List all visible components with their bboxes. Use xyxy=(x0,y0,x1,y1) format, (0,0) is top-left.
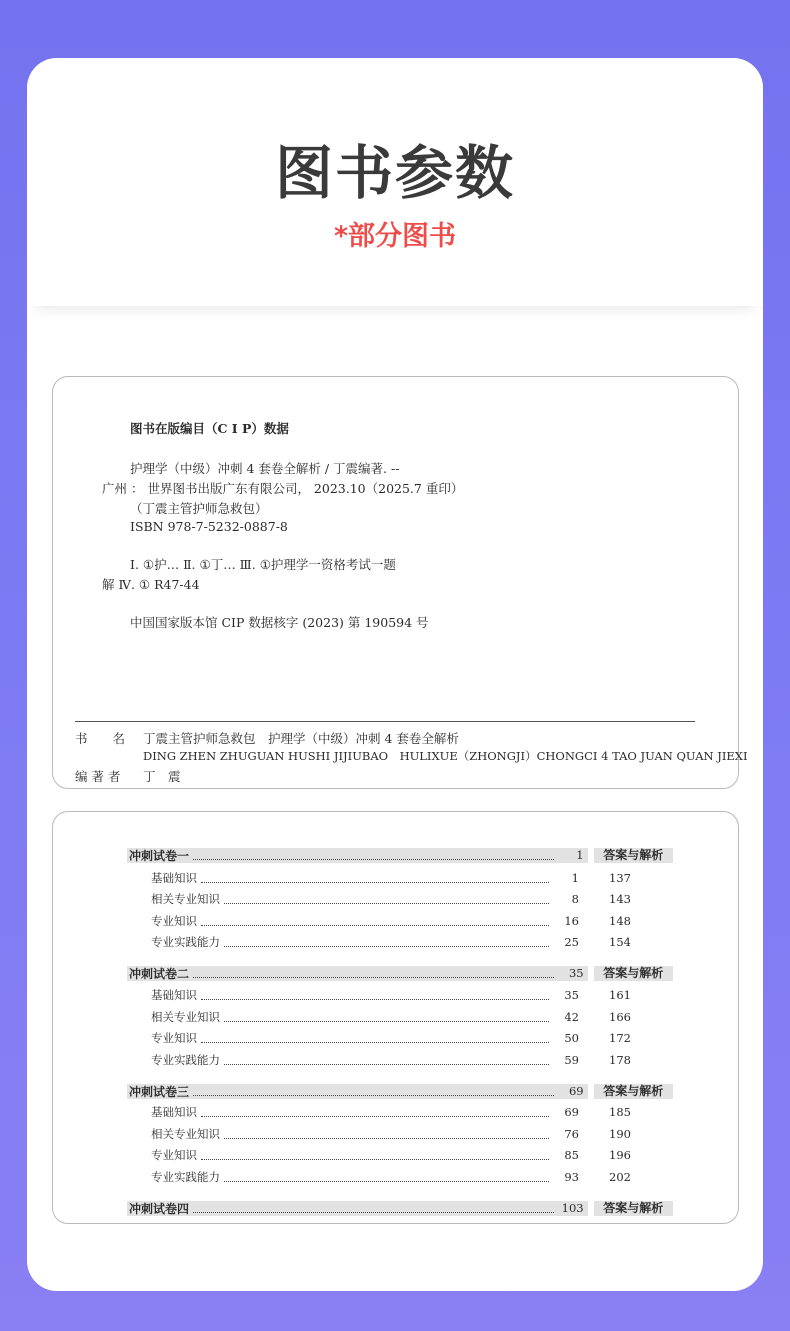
row-page: 8 xyxy=(571,892,579,906)
toc-row xyxy=(151,914,671,928)
page-subtitle: *部分图书 xyxy=(333,221,457,252)
cip-line: 广州 ： 世界图书出版广东有限公司， 2023.10（2025.7 重印） xyxy=(102,481,464,496)
row-answer-page: 143 xyxy=(609,892,631,906)
answer-label: 答案与解析 xyxy=(594,1201,673,1216)
row-label: 专业知识 xyxy=(151,914,197,928)
toc-section xyxy=(127,1083,673,1099)
row-label: 基础知识 xyxy=(151,1105,197,1119)
cip-line: 解 Ⅳ. ① R47-44 xyxy=(102,577,200,592)
cip-line: Ⅰ. ①护… Ⅱ. ①丁… Ⅲ. ①护理学一资格考试一题 xyxy=(130,557,396,572)
row-answer-page: 178 xyxy=(609,1053,631,1067)
section-page: 35 xyxy=(568,966,584,980)
row-answer-page: 161 xyxy=(609,988,631,1002)
table-of-contents-panel xyxy=(52,811,739,1224)
row-label: 专业知识 xyxy=(151,1148,197,1162)
cip-data-panel xyxy=(52,376,748,789)
row-page: 85 xyxy=(564,1148,579,1162)
toc-row xyxy=(151,935,671,949)
toc-row xyxy=(151,1010,671,1024)
row-label: 相关专业知识 xyxy=(151,1010,220,1024)
row-label: 专业知识 xyxy=(151,1031,197,1045)
toc-row xyxy=(151,988,671,1002)
cip-line: （丁震主管护师急救包） xyxy=(130,501,268,516)
row-answer-page: 172 xyxy=(609,1031,631,1045)
toc-row xyxy=(151,1031,671,1045)
answer-label: 答案与解析 xyxy=(594,966,673,981)
header-section xyxy=(27,58,763,306)
toc-row xyxy=(151,892,671,906)
row-page: 25 xyxy=(564,935,579,949)
section-page: 1 xyxy=(576,848,584,862)
cip-record-line: 中国国家版本馆 CIP 数据核字 (2023) 第 190594 号 xyxy=(130,615,429,630)
section-page: 103 xyxy=(561,1201,584,1215)
row-answer-page: 190 xyxy=(609,1127,631,1141)
author-name: 丁 震 xyxy=(143,769,181,784)
section-title: 冲刺试卷三 xyxy=(129,1084,190,1099)
row-label: 专业实践能力 xyxy=(151,1053,220,1067)
row-answer-page: 185 xyxy=(609,1105,631,1119)
toc-row xyxy=(151,1105,671,1119)
row-page: 59 xyxy=(564,1053,579,1067)
row-answer-page: 166 xyxy=(609,1010,631,1024)
book-name-label: 书 名 xyxy=(75,731,126,746)
row-label: 基础知识 xyxy=(151,988,197,1002)
answer-label: 答案与解析 xyxy=(594,1084,673,1099)
row-label: 专业实践能力 xyxy=(151,935,220,949)
row-label: 相关专业知识 xyxy=(151,892,220,906)
answer-label: 答案与解析 xyxy=(594,848,673,863)
section-title: 冲刺试卷一 xyxy=(129,848,190,863)
content-card xyxy=(27,58,763,1291)
toc-row xyxy=(151,1127,671,1141)
row-page: 76 xyxy=(564,1127,579,1141)
row-answer-page: 196 xyxy=(609,1148,631,1162)
row-page: 42 xyxy=(564,1010,579,1024)
row-page: 93 xyxy=(564,1170,579,1184)
book-pinyin: DING ZHEN ZHUGUAN HUSHI JIJIUBAO HULIXUE（ZHONGJI）CHONGCI 4 TAO JUAN QUAN JIEXI xyxy=(143,749,748,763)
section-title: 冲刺试卷四 xyxy=(129,1201,190,1216)
toc-row xyxy=(151,1170,671,1184)
row-label: 基础知识 xyxy=(151,871,197,885)
page-title: 图书参数 xyxy=(274,139,515,207)
toc-row xyxy=(151,1148,671,1162)
toc-section xyxy=(127,965,673,981)
toc-section xyxy=(127,847,673,863)
book-name: 丁震主管护师急救包 护理学（中级）冲刺 4 套卷全解析 xyxy=(143,731,459,746)
row-page: 1 xyxy=(571,871,579,885)
row-label: 专业实践能力 xyxy=(151,1170,220,1184)
row-page: 16 xyxy=(564,914,579,928)
toc-section xyxy=(127,1200,673,1216)
toc-row xyxy=(151,871,671,885)
row-page: 35 xyxy=(564,988,579,1002)
row-page: 69 xyxy=(564,1105,579,1119)
section-page: 69 xyxy=(568,1084,584,1098)
cip-heading: 图书在版编目（C I P）数据 xyxy=(130,421,289,436)
row-answer-page: 148 xyxy=(609,914,631,928)
row-page: 50 xyxy=(564,1031,579,1045)
row-answer-page: 202 xyxy=(609,1170,631,1184)
toc-row xyxy=(151,1053,671,1067)
divider xyxy=(75,721,695,722)
cip-line: 护理学（中级）冲刺 4 套卷全解析 / 丁震编著. -- xyxy=(130,461,400,476)
row-label: 相关专业知识 xyxy=(151,1127,220,1141)
isbn-line: ISBN 978-7-5232-0887-8 xyxy=(130,519,288,534)
row-answer-page: 137 xyxy=(609,871,631,885)
author-label: 编 著 者 xyxy=(75,769,121,784)
section-title: 冲刺试卷二 xyxy=(129,966,190,981)
row-answer-page: 154 xyxy=(609,935,631,949)
